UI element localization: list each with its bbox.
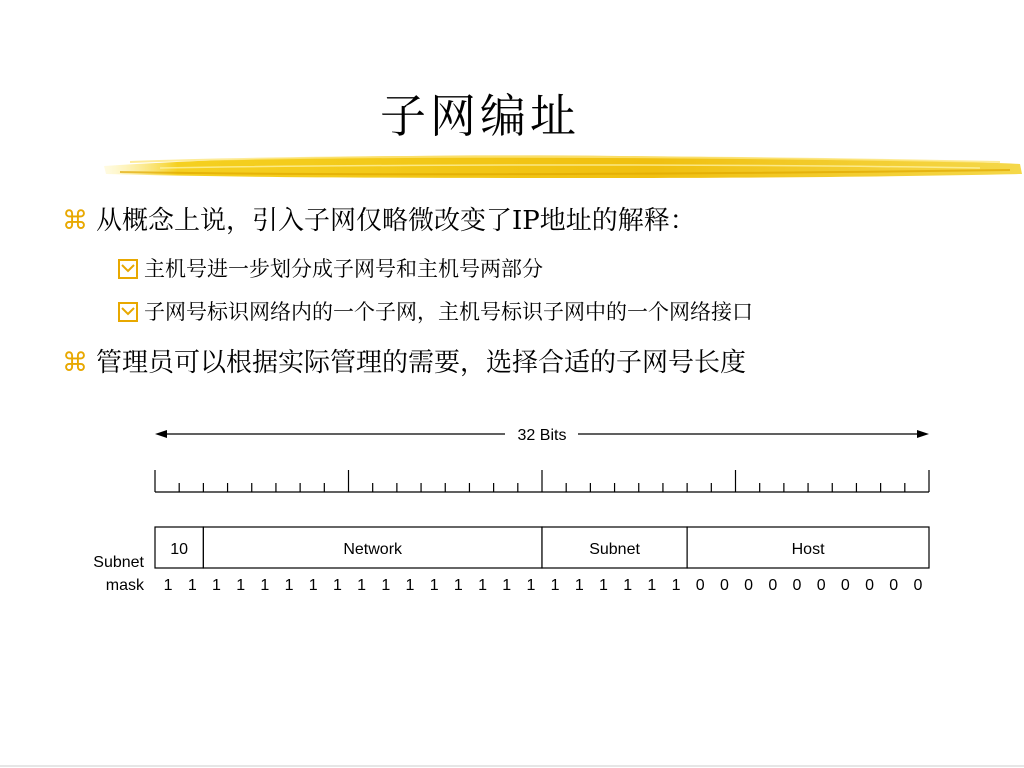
slide-title: 子网编址 <box>380 89 580 143</box>
mask-bit: 0 <box>816 577 826 594</box>
mask-bit: 1 <box>163 577 173 594</box>
mask-bit: 0 <box>889 577 899 594</box>
mask-bit: 1 <box>478 577 487 594</box>
command-bullet-icon: ⌘ <box>62 206 88 236</box>
mask-bit: 1 <box>187 577 197 594</box>
mask-bit: 1 <box>381 577 391 594</box>
footer-divider <box>0 765 1024 767</box>
mask-bit: 1 <box>453 577 463 594</box>
mask-bit: 1 <box>671 577 681 594</box>
sub-bullet-2-text: 子网号标识网络内的一个子网，主机号标识子网中的一个网络接口 <box>144 300 753 324</box>
bullet-2-text: 管理员可以根据实际管理的需要，选择合适的子网号长度 <box>96 348 747 378</box>
mask-bit: 1 <box>623 577 633 594</box>
mask-bit: 1 <box>212 577 221 594</box>
subnet-mask-label: mask <box>105 577 144 594</box>
mask-bit: 1 <box>260 577 270 594</box>
address-field-label: Host <box>791 541 825 558</box>
mask-bit: 1 <box>284 577 294 594</box>
sub-bullet-1-text: 主机号进一步划分成子网号和主机号两部分 <box>144 257 543 281</box>
subnet-mask-label: Subnet <box>93 554 144 571</box>
mask-bit: 0 <box>719 577 729 594</box>
address-field-label: Subnet <box>589 541 640 558</box>
mask-bit: 1 <box>574 577 584 594</box>
mask-bit: 1 <box>526 577 536 594</box>
mask-bit: 0 <box>695 577 705 594</box>
mask-bit: 1 <box>502 577 512 594</box>
mask-bit: 0 <box>865 577 874 594</box>
mask-bit: 0 <box>913 577 923 594</box>
bullet-1-text: 从概念上说，引入子网仅略微改变了IP地址的解释： <box>96 206 696 236</box>
mask-bit: 0 <box>792 577 802 594</box>
bits-width-label: 32 Bits <box>517 427 567 444</box>
mask-bit: 1 <box>308 577 318 594</box>
mask-bit: 0 <box>744 577 754 594</box>
mask-bit: 1 <box>599 577 608 594</box>
address-field-label: 10 <box>170 541 189 558</box>
mask-bit: 1 <box>647 577 657 594</box>
mask-bit: 1 <box>550 577 560 594</box>
arrowhead-right-icon <box>917 430 929 438</box>
mask-bit: 1 <box>429 577 439 594</box>
mask-bit: 0 <box>840 577 850 594</box>
address-field-label: Network <box>343 541 403 558</box>
mask-bit: 1 <box>357 577 367 594</box>
mask-bit: 0 <box>768 577 778 594</box>
arrowhead-left-icon <box>155 430 167 438</box>
command-bullet-icon: ⌘ <box>62 348 88 378</box>
mask-bit: 1 <box>236 577 246 594</box>
mask-bit: 1 <box>405 577 415 594</box>
mask-bit: 1 <box>332 577 342 594</box>
